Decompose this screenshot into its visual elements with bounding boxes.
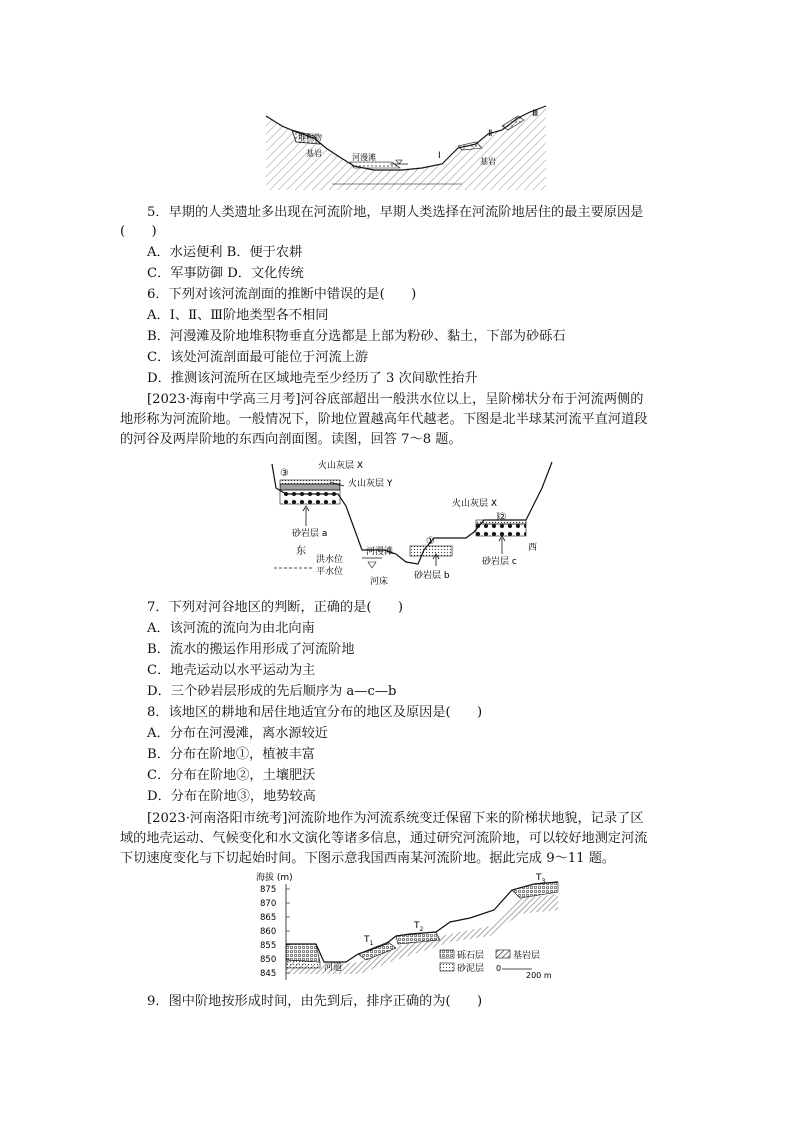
- y-axis-label: 海拔 (m): [256, 873, 293, 883]
- q6-option-a: A．Ⅰ、Ⅱ、Ⅲ阶地类型各不相同: [147, 308, 329, 323]
- valley-terraces-figure: [266, 458, 566, 592]
- label-deposit: 堆积物: [298, 133, 322, 142]
- label-floodplain: 河漫滩: [352, 153, 376, 162]
- scale-zero: 0: [496, 964, 502, 973]
- label-sand-c: 砂岩层 c: [482, 557, 517, 567]
- q8-option-b: B．分布在阶地①，植被丰富: [147, 747, 315, 762]
- y-ticks: [260, 885, 290, 979]
- label-t1: $T_1$: [364, 935, 374, 947]
- label-riverbed: 河床: [370, 577, 389, 587]
- label-t2: $T_2$: [414, 921, 424, 933]
- label-bedrock-right: 基岩: [480, 157, 496, 166]
- intro2-line3: 的河谷及两岸阶地的东西向剖面图。读图，回答 7～8 题。: [120, 432, 462, 447]
- label-terrace-2: ②: [498, 512, 507, 523]
- legend-sandmud-swatch: [440, 963, 454, 971]
- q6-option-c: C．该处河流剖面最可能位于河流上游: [147, 350, 369, 365]
- q8-option-c: C．分布在阶地②，土壤肥沃: [147, 768, 316, 783]
- q6-stem: 6．下列对该河流剖面的推断中错误的是( ): [147, 287, 417, 302]
- legend-bedrock-label: 基岩层: [513, 951, 541, 961]
- label-ash-y: 火山灰层 Y: [348, 479, 393, 489]
- q8-stem: 8．该地区的耕地和居住地适宜分布的地区及原因是( ): [147, 705, 483, 720]
- q8-option-d: D．分布在阶地③，地势较高: [147, 789, 316, 804]
- label-flood-level: 洪水位: [316, 555, 344, 565]
- y-tick-860: 860: [260, 927, 277, 937]
- label-terrace-2: Ⅱ: [488, 129, 493, 139]
- y-tick-850: 850: [260, 955, 277, 965]
- scale-200m: 200 m: [526, 971, 552, 980]
- label-west: 西: [528, 543, 538, 553]
- y-tick-855: 855: [260, 941, 277, 951]
- intro3-line3: 下切速度变化与下切起始时间。下图示意我国西南某河流阶地。据此完成 9～11 题。: [120, 851, 616, 866]
- intro2-line2: 地形称为河流阶地。一般情况下，阶地位置越高年代越老。下图是北半球某河流平直河道段: [120, 412, 648, 427]
- label-terrace-3: ③: [280, 468, 289, 479]
- intro2-line1: [2023·海南中学高三月考]河谷底部超出一般洪水位以上，呈阶梯状分布于河流两侧的: [147, 392, 644, 407]
- label-river-channel: 河道: [324, 963, 343, 973]
- q7-stem: 7．下列对河谷地区的判断，正确的是( ): [147, 600, 404, 615]
- q9-stem: 9．图中阶地按形成时间，由先到后，排序正确的为( ): [147, 994, 483, 1009]
- y-tick-865: 865: [260, 913, 277, 923]
- q6-option-b: B．河漫滩及阶地堆积物垂直分选都是上部为粉砂、黏土，下部为砂砾石: [147, 329, 566, 344]
- q5-options-ab: A．水运便利 B．便于农耕: [147, 245, 303, 260]
- intro3-line2: 域的地壳运动、气候变化和水文演化等诸多信息，通过研究河流阶地，可以较好地测定河流: [120, 831, 648, 846]
- label-terrace-1: Ⅰ: [438, 151, 441, 161]
- q7-option-d: D．三个砂岩层形成的先后顺序为 a—c—b: [147, 684, 397, 699]
- legend: [440, 949, 552, 980]
- terrace-elevation-figure: [250, 870, 562, 986]
- q8-option-a: A．分布在河漫滩，离水源较近: [147, 726, 328, 741]
- y-tick-875: 875: [260, 885, 277, 895]
- q5-stem-line2: ( ): [120, 224, 157, 239]
- label-sand-a: 砂岩层 a: [292, 529, 328, 539]
- legend-gravel-label: 砾石层: [457, 951, 485, 961]
- q7-option-a: A．该河流的流向为由北向南: [147, 621, 315, 636]
- label-t3: $T_3$: [536, 873, 546, 885]
- label-terrace-3: Ⅲ: [532, 109, 539, 119]
- river-terrace-profile-figure: [262, 104, 562, 190]
- label-sand-b: 砂岩层 b: [414, 571, 450, 581]
- label-terrace-1: ①: [426, 536, 435, 547]
- q5-options-cd: C．军事防御 D．文化传统: [147, 266, 304, 281]
- q6-option-d: D．推测该河流所在区域地壳至少经历了 3 次间歇性抬升: [147, 371, 478, 386]
- legend-sandmud-label: 砂泥层: [457, 964, 485, 974]
- intro3-line1: [2023·河南洛阳市统考]河流阶地作为河流系统变迁保留下来的阶梯状地貌，记录了区: [147, 811, 644, 826]
- label-east: 东: [296, 546, 306, 557]
- y-tick-845: 845: [260, 969, 277, 979]
- y-tick-870: 870: [260, 899, 277, 909]
- label-ash-x-left: 火山灰层 X: [318, 461, 364, 471]
- legend-gravel-swatch: [440, 950, 454, 958]
- label-ash-x-right: 火山灰层 X: [452, 499, 498, 509]
- label-floodplain: 河漫滩: [366, 547, 394, 557]
- legend-bedrock-swatch: [496, 950, 510, 958]
- q7-option-b: B．流水的搬运作用形成了河流阶地: [147, 642, 355, 657]
- label-normal-level: 平水位: [316, 567, 344, 577]
- label-bedrock-left: 基岩: [306, 149, 322, 158]
- q7-option-c: C．地壳运动以水平运动为主: [147, 663, 316, 678]
- q5-stem-line1: 5．早期的人类遗址多出现在河流阶地，早期人类选择在河流阶地居住的最主要原因是: [147, 205, 644, 220]
